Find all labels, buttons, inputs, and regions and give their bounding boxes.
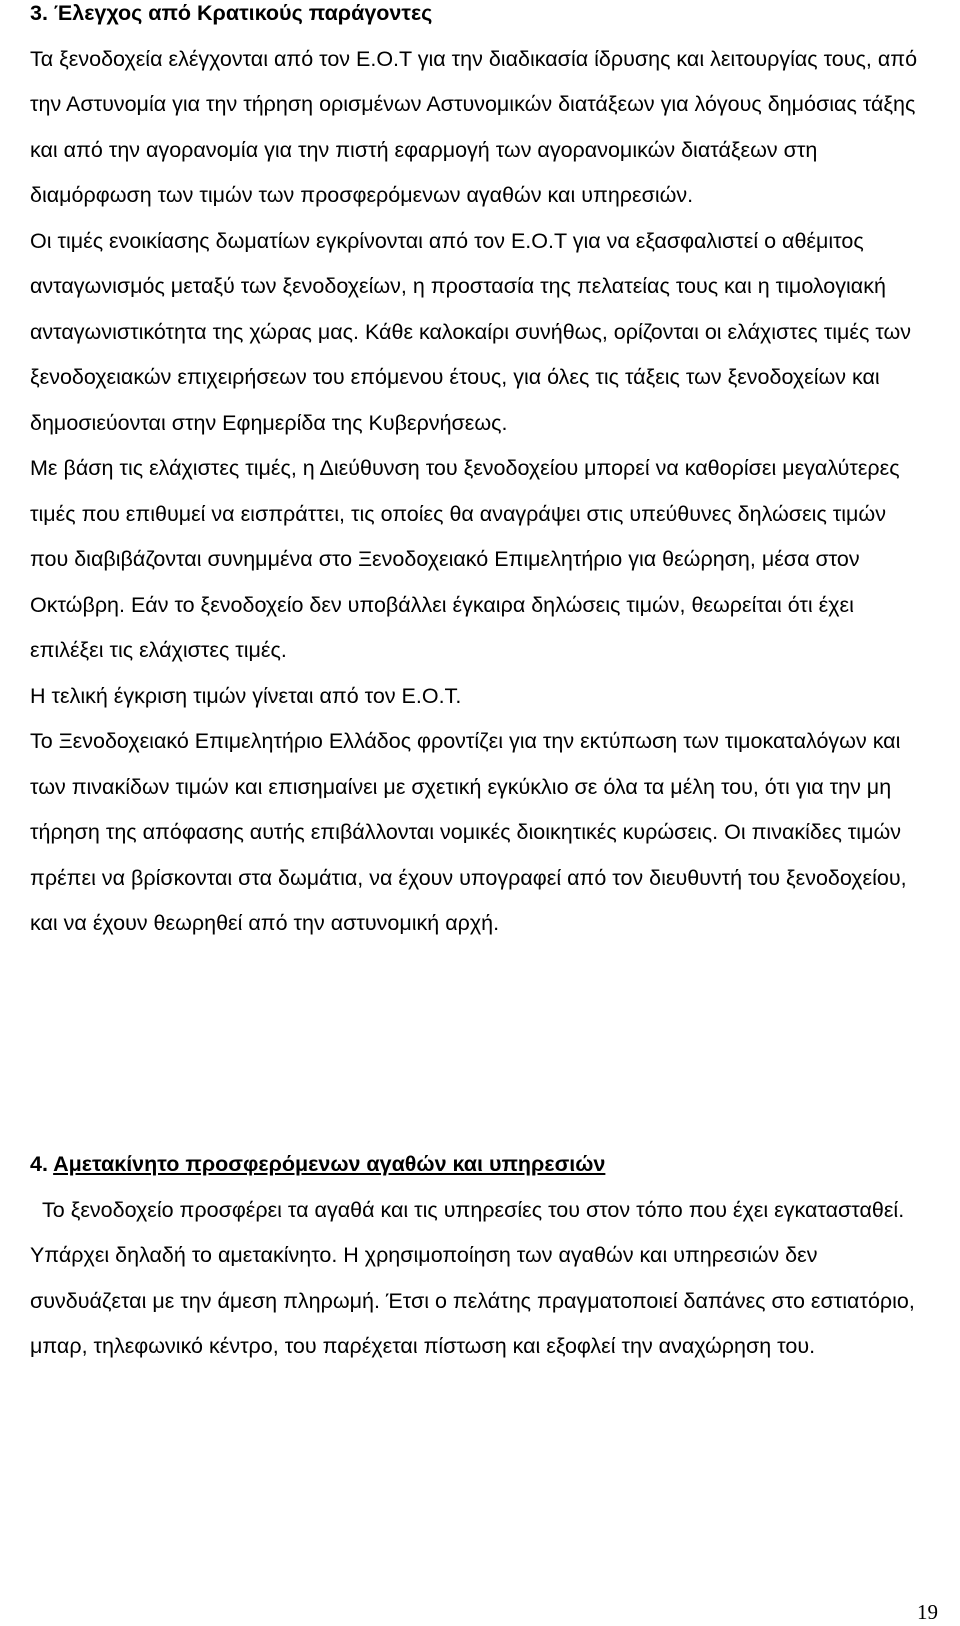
- section-4-heading: [30, 1142, 930, 1188]
- section-3-paragraph-1: Τα ξενοδοχεία ελέγχονται από τον Ε.Ο.Τ για την διαδικασία ίδρυσης και λειτουργίας τους, από την Αστυνομία για την τήρηση ορισμένων Αστυνομικών διατάξεων για λόγους δημόσιας τάξης και από την αγορανομία για την πιστή εφαρμογή των αγορανομικών διατάξεων στη διαμόρφωση των τιμών των προσφερόμενων αγαθών και υπηρεσιών.: [30, 46, 918, 207]
- section-4-heading-text: Αμετακίνητο προσφερόμενων αγαθών και υπηρεσιών: [53, 1152, 606, 1176]
- section-3-paragraph-2: Οι τιμές ενοικίασης δωματίων εγκρίνονται από τον Ε.Ο.Τ για να εξασφαλιστεί ο αθέμιτος ανταγωνισμός μεταξύ των ξενοδοχείων, η προστασία της πελατείας τους και η τιμολογιακή ανταγωνιστικότητα της χώρας μας. Κάθε καλοκαίρι συνήθως, ορίζονται οι ελάχιστες τιμές των ξενοδοχειακών επιχειρήσεων του επόμενου έτους, για όλες τις τάξεις των ξενοδοχείων και δημοσιεύονται στην Εφημερίδα της Κυβερνήσεως.: [30, 228, 912, 435]
- section-3-paragraph-3: Με βάση τις ελάχιστες τιμές, η Διεύθυνση του ξενοδοχείου μπορεί να καθορίσει μεγαλύτερες τιμές που επιθυμεί να εισπράττει, τις οποίες θα αναγράψει στις υπεύθυνες δηλώσεις τιμών που διαβιβάζονται συνημμένα στο Ξενοδοχειακό Επιμελητήριο για θεώρηση, μέσα στον Οκτώβρη. Εάν το ξενοδοχείο δεν υποβάλλει έγκαιρα δηλώσεις τιμών, θεωρείται ότι έχει επιλέξει τις ελάχιστες τιμές.: [30, 456, 900, 662]
- section-4-heading-number: 4.: [30, 1152, 48, 1176]
- section-4-paragraph: Το ξενοδοχείο προσφέρει τα αγαθά και τις υπηρεσίες του στον τόπο που έχει εγκατασταθεί. Υπάρχει δηλαδή το αμετακίνητο. Η χρησιμοποίηση των αγαθών και υπηρεσιών δεν συνδυάζεται με την άμεση πληρωμή. Έτσι ο πελάτης πραγματοποιεί δαπάνες στο εστιατόριο, μπαρ, τηλεφωνικό κέντρο, του παρέχεται πίστωση και εξοφλεί την αναχώρηση του.: [30, 1197, 915, 1358]
- page-number: 19: [917, 1600, 938, 1624]
- section-3-heading: 3. Έλεγχος από Κρατικούς παράγοντες: [30, 1, 433, 25]
- section-3-paragraph-5: Το Ξενοδοχειακό Επιμελητήριο Ελλάδος φροντίζει για την εκτύπωση των τιμοκαταλόγων και των πινακίδων τιμών και επισημαίνει με σχετική εγκύκλιο σε όλα τα μέλη του, ότι για την μη τήρηση της απόφασης αυτής επιβάλλονται νομικές διοικητικές κυρώσεις. Οι πινακίδες τιμών πρέπει να βρίσκονται στα δωμάτια, να έχουν υπογραφεί από τον διευθυντή του ξενοδοχείου, και να έχουν θεωρηθεί από την αστυνομική αρχή.: [30, 729, 907, 935]
- section-3: [30, 0, 930, 947]
- section-4: [30, 1142, 930, 1370]
- section-3-paragraph-4: Η τελική έγκριση τιμών γίνεται από τον Ε.Ο.Τ.: [30, 683, 462, 708]
